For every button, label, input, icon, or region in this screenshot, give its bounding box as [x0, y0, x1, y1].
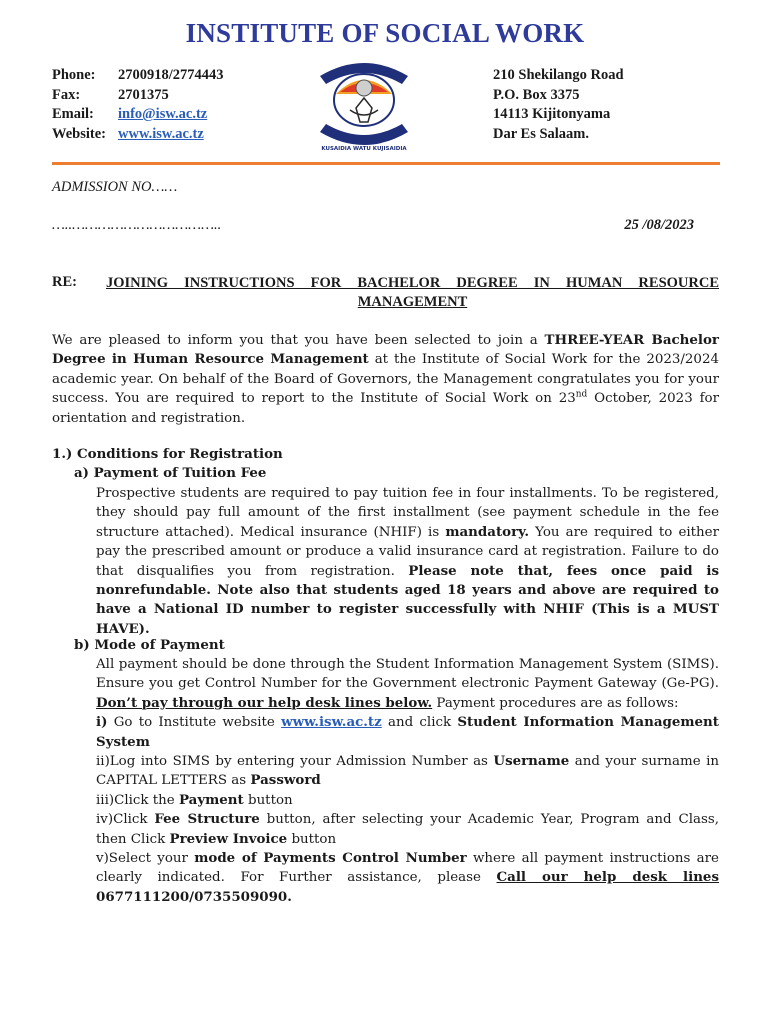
fax-label: Fax: [52, 86, 81, 103]
tuition-note: Please note that, fees once paid is nonrefundable. Note also that students aged 18 years and above are required to have a National ID number to register successfully with NHIF (This is a MUST HAVE). [96, 562, 719, 637]
step-5 [96, 849, 719, 907]
contact-block [52, 66, 224, 144]
step-2-username: Username [493, 753, 570, 770]
logo-motto-text: KUSAIDIA WATU KUJISAIDIA [321, 146, 407, 152]
section-heading-conditions: 1.) Conditions for Registration [52, 446, 283, 462]
header-divider [52, 162, 720, 165]
intro-paragraph [52, 331, 719, 428]
re-label: RE: [52, 274, 77, 290]
step-4-text-2: button, after selecting your Academic Year, Program and Class, then Click [96, 812, 719, 847]
step-1-sims: Student Information Management System [96, 714, 719, 750]
phone-label: Phone: [52, 67, 96, 83]
admission-number: ADMISSION NO…… [52, 179, 178, 195]
institute-logo [306, 52, 422, 156]
step-1-text-2: and click [381, 715, 458, 731]
step-3-payment: Payment [178, 791, 244, 808]
recipient-placeholder: …..…………………………….. [52, 217, 222, 233]
logo-bottom-banner [320, 124, 408, 145]
step-5-text: v)Select your [96, 851, 195, 867]
step-2-text-2: and your surname in CAPITAL LETTERS as [96, 754, 719, 789]
payment-warning: Don’t pay through our help desk lines below. [96, 694, 433, 711]
step-4-text: iv)Click [96, 812, 155, 828]
payment-block [96, 655, 719, 907]
step-2-password: Password [250, 772, 321, 789]
step-1-number: i) [96, 714, 108, 731]
intro-text-2: at the Institute of Social Work for the 2023/2024 academic year. On behalf of the Board of Governors, the Management congratulates you for your success. You are required to report to the Institute of Social Work on 23 [52, 352, 719, 407]
step-5-mode: mode of Payments Control Number [194, 850, 467, 867]
subject-line: JOINING INSTRUCTIONS FOR BACHELOR DEGREE IN HUMAN RESOURCE MANAGEMENT [106, 275, 719, 310]
letter-date: 25 /08/2023 [624, 217, 694, 233]
address-block [493, 66, 624, 144]
step-5-phone-numbers: 0677111200/0735509090. [96, 888, 292, 905]
tuition-text-1: Prospective students are required to pay tuition fee in four installments. To be registered, they should pay full amount of the first installment (see payment schedule in the fee structure attached). Medical insurance (NHIF) is [96, 486, 719, 540]
tuition-paragraph [96, 484, 719, 639]
website-link[interactable]: www.isw.ac.tz [118, 125, 204, 142]
institute-title: INSTITUTE OF SOCIAL WORK [185, 18, 585, 48]
tuition-text-2: You are required to either pay the prescribed amount or produce a valid insurance card at registration. Failure to do that disqualifies you from registration. [96, 524, 719, 579]
payment-text-end: Payment procedures are as follows: [432, 695, 679, 711]
address-line-3: 14113 Kijitonyama [493, 106, 611, 122]
step-3 [96, 791, 719, 810]
logo-globe [356, 80, 372, 96]
step-3-text: iii)Click the [96, 792, 179, 808]
subsection-a-title: a) Payment of Tuition Fee [74, 465, 267, 481]
payment-intro [96, 655, 719, 713]
address-line-1: 210 Shekilango Road [493, 67, 624, 83]
step-5-helpdesk: Call our help desk lines [496, 869, 719, 886]
step-4-text-3: button [287, 831, 337, 847]
intro-text-3: October, 2023 for orientation and registration. [52, 391, 719, 426]
email-link[interactable]: info@isw.ac.tz [118, 106, 208, 122]
address-line-4: Dar Es Salaam. [493, 125, 590, 142]
email-label: Email: [52, 106, 94, 122]
payment-text: All payment should be done through the Student Information Management System (SIMS). Ensure you get Control Number for the Government electronic Payment Gateway (Ge-PG). [96, 657, 719, 692]
fax-value: 2701375 [118, 86, 169, 103]
intro-superscript: nd [575, 389, 588, 400]
step-5-text-2: where all payment instructions are clearly indicated. For Further assistance, please [96, 851, 719, 886]
website-link-inline[interactable]: www.isw.ac.tz [281, 714, 382, 731]
subsection-b-title: b) Mode of Payment [74, 637, 225, 653]
step-1 [96, 713, 719, 752]
step-4-preview-invoice: Preview Invoice [169, 830, 288, 847]
intro-program: THREE-YEAR Bachelor Degree in Human Resource Management [52, 332, 719, 368]
step-4 [96, 810, 719, 849]
step-3-text-2: button [243, 792, 293, 808]
step-4-fee-structure: Fee Structure [154, 811, 260, 828]
step-2 [96, 752, 719, 791]
tuition-mandatory: mandatory. [445, 523, 530, 540]
intro-text-1: We are pleased to inform you that you have been selected to join a [52, 333, 545, 348]
phone-value: 2700918/2774443 [118, 67, 224, 83]
step-2-text: ii)Log into SIMS by entering your Admission Number as [96, 754, 494, 770]
website-label: Website: [52, 125, 106, 142]
address-line-2: P.O. Box 3375 [493, 86, 580, 103]
step-1-text: Go to Institute website [107, 715, 282, 731]
